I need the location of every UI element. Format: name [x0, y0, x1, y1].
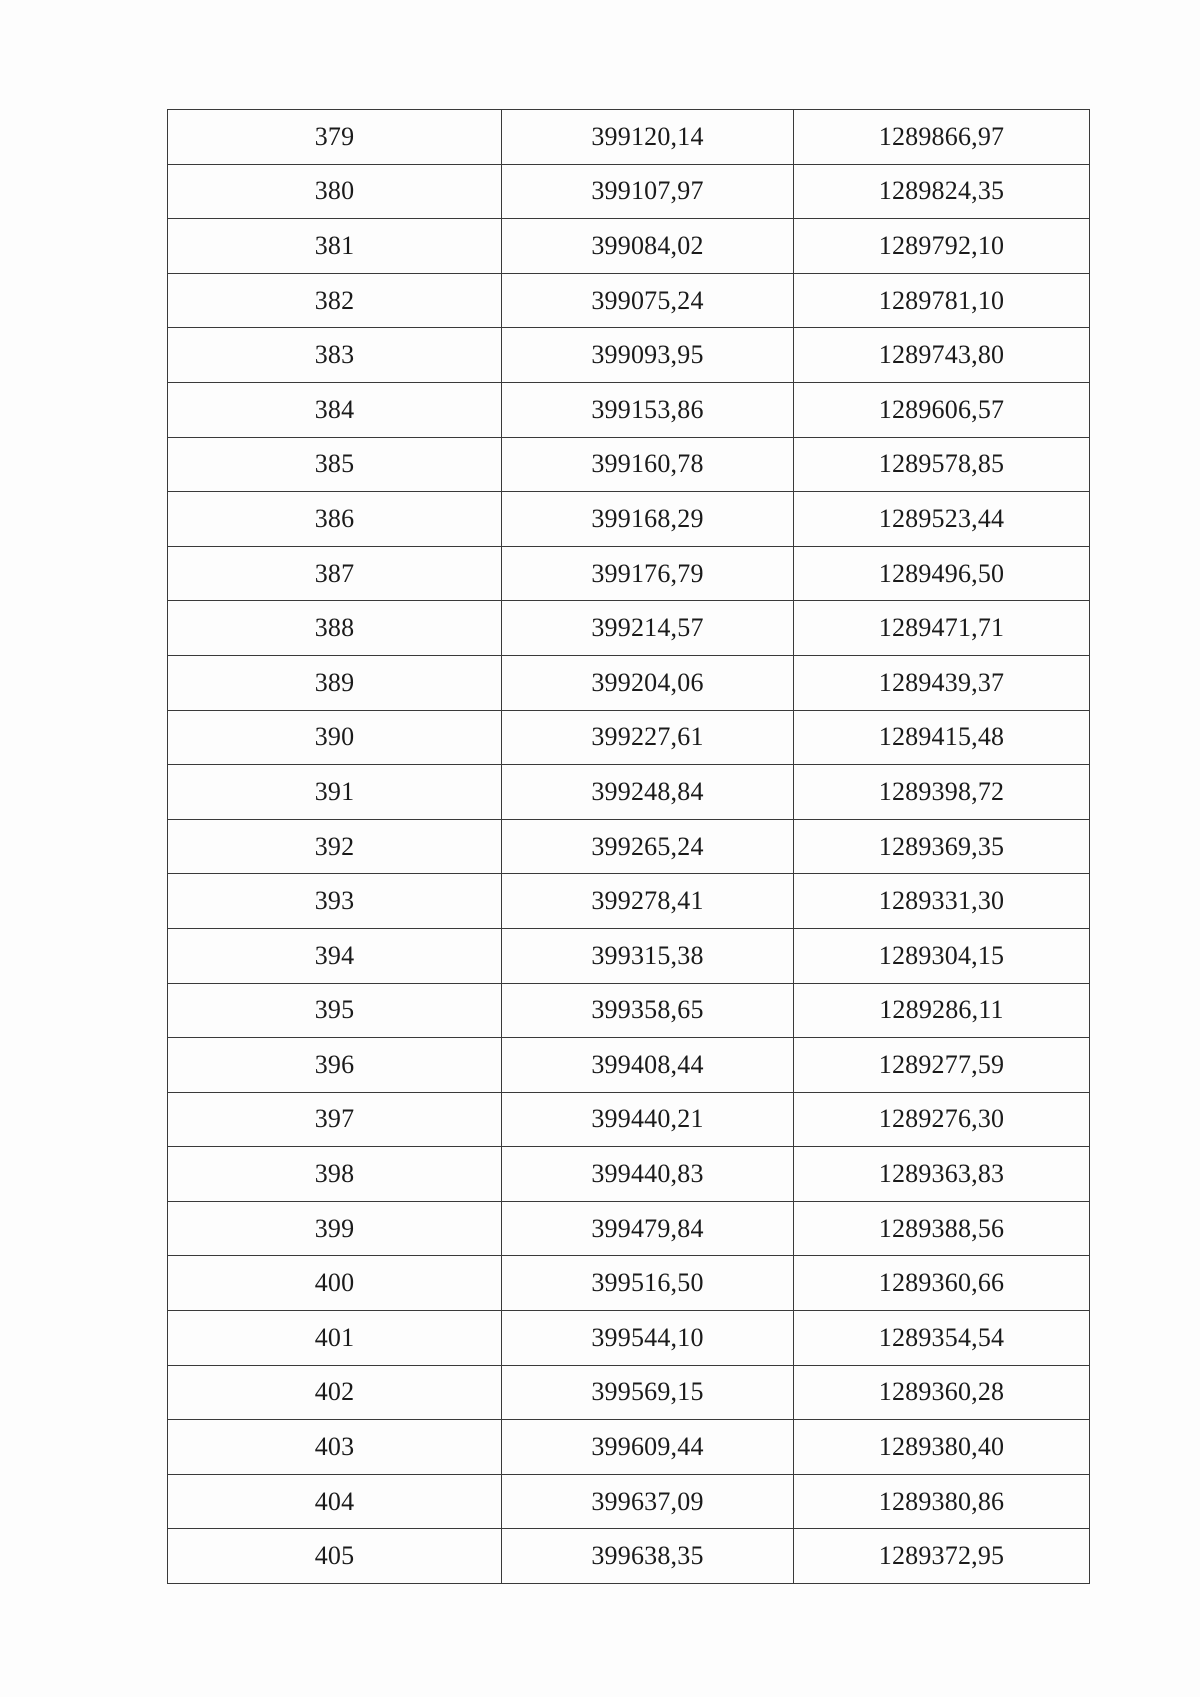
table-row [168, 819, 1090, 874]
point-number-cell: 388 [168, 601, 502, 656]
x-coordinate-cell: 399160,78 [502, 437, 794, 492]
y-coordinate-cell: 1289360,66 [794, 1256, 1090, 1311]
point-number-cell: 386 [168, 492, 502, 547]
table-row [168, 273, 1090, 328]
x-coordinate-cell: 399440,83 [502, 1147, 794, 1202]
table-row [168, 601, 1090, 656]
table-row [168, 710, 1090, 765]
x-coordinate-cell: 399084,02 [502, 219, 794, 274]
x-coordinate-cell: 399315,38 [502, 928, 794, 983]
table-row [168, 1256, 1090, 1311]
y-coordinate-cell: 1289781,10 [794, 273, 1090, 328]
point-number-cell: 399 [168, 1201, 502, 1256]
table-row [168, 874, 1090, 929]
y-coordinate-cell: 1289471,71 [794, 601, 1090, 656]
point-number-cell: 384 [168, 382, 502, 437]
table-row [168, 1092, 1090, 1147]
table-row [168, 983, 1090, 1038]
y-coordinate-cell: 1289743,80 [794, 328, 1090, 383]
x-coordinate-cell: 399168,29 [502, 492, 794, 547]
point-number-cell: 396 [168, 1038, 502, 1093]
x-coordinate-cell: 399638,35 [502, 1529, 794, 1584]
table-row [168, 1529, 1090, 1584]
y-coordinate-cell: 1289331,30 [794, 874, 1090, 929]
x-coordinate-cell: 399265,24 [502, 819, 794, 874]
y-coordinate-cell: 1289380,86 [794, 1474, 1090, 1529]
y-coordinate-cell: 1289388,56 [794, 1201, 1090, 1256]
x-coordinate-cell: 399358,65 [502, 983, 794, 1038]
point-number-cell: 381 [168, 219, 502, 274]
y-coordinate-cell: 1289415,48 [794, 710, 1090, 765]
y-coordinate-cell: 1289286,11 [794, 983, 1090, 1038]
y-coordinate-cell: 1289354,54 [794, 1311, 1090, 1366]
point-number-cell: 401 [168, 1311, 502, 1366]
y-coordinate-cell: 1289578,85 [794, 437, 1090, 492]
y-coordinate-cell: 1289439,37 [794, 655, 1090, 710]
y-coordinate-cell: 1289496,50 [794, 546, 1090, 601]
x-coordinate-cell: 399569,15 [502, 1365, 794, 1420]
point-number-cell: 403 [168, 1420, 502, 1475]
point-number-cell: 395 [168, 983, 502, 1038]
y-coordinate-cell: 1289360,28 [794, 1365, 1090, 1420]
x-coordinate-cell: 399637,09 [502, 1474, 794, 1529]
point-number-cell: 400 [168, 1256, 502, 1311]
table-row [168, 492, 1090, 547]
coordinates-table-body [168, 110, 1090, 1584]
point-number-cell: 398 [168, 1147, 502, 1202]
x-coordinate-cell: 399227,61 [502, 710, 794, 765]
y-coordinate-cell: 1289372,95 [794, 1529, 1090, 1584]
x-coordinate-cell: 399544,10 [502, 1311, 794, 1366]
table-row [168, 1201, 1090, 1256]
x-coordinate-cell: 399107,97 [502, 164, 794, 219]
x-coordinate-cell: 399479,84 [502, 1201, 794, 1256]
y-coordinate-cell: 1289369,35 [794, 819, 1090, 874]
y-coordinate-cell: 1289304,15 [794, 928, 1090, 983]
table-row [168, 1365, 1090, 1420]
point-number-cell: 385 [168, 437, 502, 492]
y-coordinate-cell: 1289606,57 [794, 382, 1090, 437]
point-number-cell: 394 [168, 928, 502, 983]
x-coordinate-cell: 399075,24 [502, 273, 794, 328]
table-row [168, 437, 1090, 492]
y-coordinate-cell: 1289363,83 [794, 1147, 1090, 1202]
table-row [168, 765, 1090, 820]
table-row [168, 110, 1090, 165]
point-number-cell: 392 [168, 819, 502, 874]
point-number-cell: 383 [168, 328, 502, 383]
x-coordinate-cell: 399440,21 [502, 1092, 794, 1147]
x-coordinate-cell: 399204,06 [502, 655, 794, 710]
x-coordinate-cell: 399176,79 [502, 546, 794, 601]
x-coordinate-cell: 399609,44 [502, 1420, 794, 1475]
y-coordinate-cell: 1289380,40 [794, 1420, 1090, 1475]
x-coordinate-cell: 399153,86 [502, 382, 794, 437]
coordinates-table [167, 109, 1090, 1584]
y-coordinate-cell: 1289824,35 [794, 164, 1090, 219]
table-row [168, 655, 1090, 710]
table-row [168, 219, 1090, 274]
x-coordinate-cell: 399408,44 [502, 1038, 794, 1093]
x-coordinate-cell: 399214,57 [502, 601, 794, 656]
x-coordinate-cell: 399278,41 [502, 874, 794, 929]
table-row [168, 1474, 1090, 1529]
point-number-cell: 382 [168, 273, 502, 328]
table-row [168, 1147, 1090, 1202]
x-coordinate-cell: 399093,95 [502, 328, 794, 383]
point-number-cell: 402 [168, 1365, 502, 1420]
point-number-cell: 405 [168, 1529, 502, 1584]
table-row [168, 1311, 1090, 1366]
table-row [168, 328, 1090, 383]
point-number-cell: 397 [168, 1092, 502, 1147]
table-row [168, 546, 1090, 601]
table-row [168, 382, 1090, 437]
table-row [168, 164, 1090, 219]
point-number-cell: 390 [168, 710, 502, 765]
x-coordinate-cell: 399248,84 [502, 765, 794, 820]
table-row [168, 1038, 1090, 1093]
y-coordinate-cell: 1289276,30 [794, 1092, 1090, 1147]
y-coordinate-cell: 1289523,44 [794, 492, 1090, 547]
point-number-cell: 389 [168, 655, 502, 710]
table-row [168, 1420, 1090, 1475]
point-number-cell: 379 [168, 110, 502, 165]
x-coordinate-cell: 399120,14 [502, 110, 794, 165]
point-number-cell: 391 [168, 765, 502, 820]
point-number-cell: 380 [168, 164, 502, 219]
x-coordinate-cell: 399516,50 [502, 1256, 794, 1311]
y-coordinate-cell: 1289866,97 [794, 110, 1090, 165]
point-number-cell: 393 [168, 874, 502, 929]
y-coordinate-cell: 1289277,59 [794, 1038, 1090, 1093]
point-number-cell: 404 [168, 1474, 502, 1529]
table-row [168, 928, 1090, 983]
point-number-cell: 387 [168, 546, 502, 601]
y-coordinate-cell: 1289398,72 [794, 765, 1090, 820]
y-coordinate-cell: 1289792,10 [794, 219, 1090, 274]
